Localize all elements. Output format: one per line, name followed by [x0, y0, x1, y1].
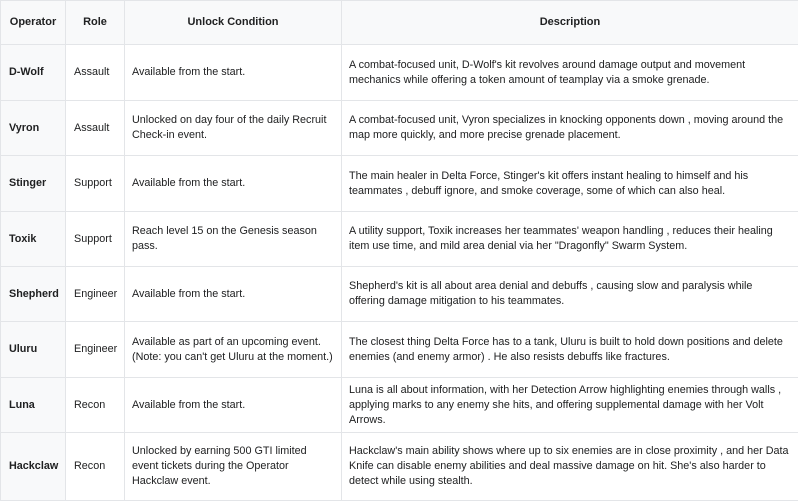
table-row-shepherd	[1, 267, 798, 322]
operator-unlock-condition: Unlocked on day four of the daily Recruit Check-in event.	[125, 101, 342, 156]
operator-name: D-Wolf	[1, 45, 66, 101]
column-header-description: Description	[342, 1, 798, 45]
operator-unlock-condition: Available from the start.	[125, 267, 342, 322]
operator-unlock-condition: Available from the start.	[125, 378, 342, 433]
operator-unlock-condition: Unlocked by earning 500 GTI limited event tickets during the Operator Hackclaw event.	[125, 433, 342, 501]
operator-name: Hackclaw	[1, 433, 66, 501]
table-row-toxik	[1, 212, 798, 267]
operator-description: Hackclaw's main ability shows where up to six enemies are in close proximity , and her Data Knife can disable enemy abilities and deal massive damage on hit. She's also harder to detect while using stealth.	[342, 433, 798, 501]
table-header	[1, 1, 798, 45]
operator-role: Engineer	[66, 322, 125, 378]
table-row-dwolf	[1, 45, 798, 101]
table-row-vyron	[1, 101, 798, 156]
operator-name: Vyron	[1, 101, 66, 156]
operator-description: A combat-focused unit, Vyron specializes in knocking opponents down , moving around the map more quickly, and more precise grenade placement.	[342, 101, 798, 156]
operator-description: A combat-focused unit, D-Wolf's kit revolves around damage output and movement mechanics while offering a token amount of teamplay via a smoke grenade.	[342, 45, 798, 101]
operator-name: Luna	[1, 378, 66, 433]
operator-description: The closest thing Delta Force has to a tank, Uluru is built to hold down positions and delete enemies (and enemy armor) . He also resists debuffs like fractures.	[342, 322, 798, 378]
operator-role: Support	[66, 212, 125, 267]
table-row-hackclaw	[1, 433, 798, 501]
operator-role: Support	[66, 156, 125, 212]
operator-role: Assault	[66, 45, 125, 101]
operator-description: Shepherd's kit is all about area denial and debuffs , causing slow and paralysis while offering damage mitigation to his teammates.	[342, 267, 798, 322]
header-row	[1, 1, 798, 45]
operator-unlock-condition: Reach level 15 on the Genesis season pass.	[125, 212, 342, 267]
operator-name: Stinger	[1, 156, 66, 212]
operator-unlock-condition: Available as part of an upcoming event. (Note: you can't get Uluru at the moment.)	[125, 322, 342, 378]
operator-unlock-condition: Available from the start.	[125, 45, 342, 101]
operator-name: Toxik	[1, 212, 66, 267]
operator-unlock-condition: Available from the start.	[125, 156, 342, 212]
operator-description: The main healer in Delta Force, Stinger's kit offers instant healing to himself and his teammates , debuff ignore, and smoke coverage, some of which can also heal.	[342, 156, 798, 212]
operator-role: Recon	[66, 433, 125, 501]
table-row-luna	[1, 378, 798, 433]
column-header-operator: Operator	[1, 1, 66, 45]
column-header-role: Role	[66, 1, 125, 45]
operator-role: Recon	[66, 378, 125, 433]
operator-name: Shepherd	[1, 267, 66, 322]
operator-role: Assault	[66, 101, 125, 156]
table-row-uluru	[1, 322, 798, 378]
table-row-stinger	[1, 156, 798, 212]
operator-name: Uluru	[1, 322, 66, 378]
operator-description: Luna is all about information, with her Detection Arrow highlighting enemies through walls , applying marks to any enemy she hits, and offering supplemental damage with her Volt Arrows.	[342, 378, 798, 433]
column-header-unlock-condition: Unlock Condition	[125, 1, 342, 45]
operator-description: A utility support, Toxik increases her teammates' weapon handling , reduces their healing item use time, and mild area denial via her "Dragonfly" Swarm System.	[342, 212, 798, 267]
table-body	[1, 45, 798, 501]
operator-role: Engineer	[66, 267, 125, 322]
